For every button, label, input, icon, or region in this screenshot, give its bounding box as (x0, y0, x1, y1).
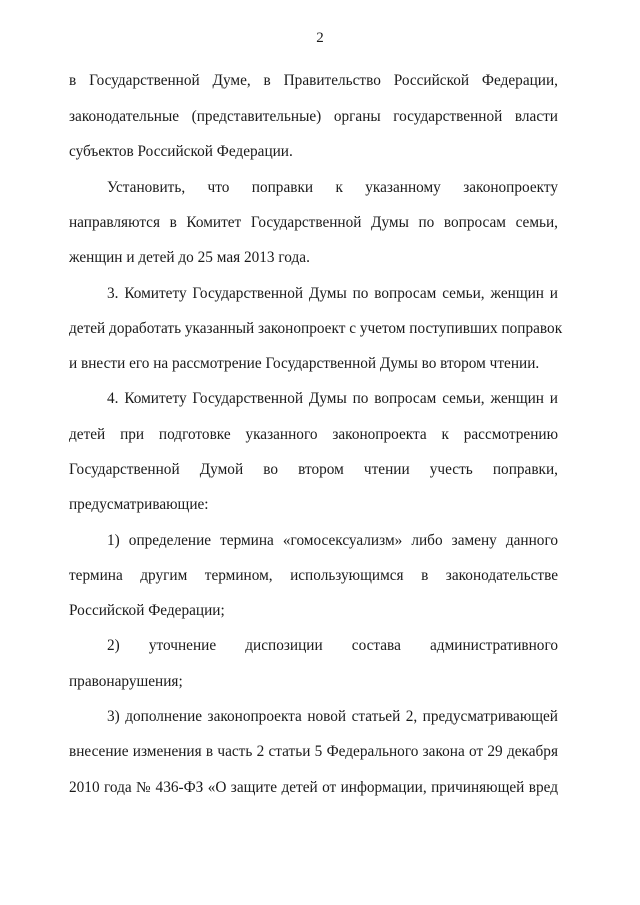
text-line: законодательные (представительные) органы государственной власти (69, 108, 558, 125)
text-line: в Государственной Думе, в Правительство Российской Федерации, (69, 72, 558, 89)
text-line: 3) дополнение законопроекта новой статьей 2, предусматривающей (107, 708, 558, 725)
text-line: 2) уточнение диспозиции состава административного (107, 637, 558, 654)
text-line: детей при подготовке указанного законопроекта к рассмотрению (69, 426, 558, 443)
text-line: 3. Комитету Государственной Думы по вопросам семьи, женщин и (107, 285, 558, 302)
text-line: 2010 года № 436-ФЗ «О защите детей от информации, причиняющей вред (69, 779, 558, 796)
text-line: направляются в Комитет Государственной Думы по вопросам семьи, (69, 214, 558, 231)
text-line: правонарушения; (69, 673, 183, 690)
text-line: Установить, что поправки к указанному законопроекту (107, 179, 558, 196)
text-line: 4. Комитету Государственной Думы по вопросам семьи, женщин и (107, 390, 558, 407)
text-line: предусматривающие: (69, 496, 209, 513)
text-line: и внести его на рассмотрение Государственной Думы во втором чтении. (69, 355, 540, 372)
text-line: 1) определение термина «гомосексуализм» либо замену данного (107, 532, 558, 549)
text-line: женщин и детей до 25 мая 2013 года. (69, 249, 310, 266)
text-line: Государственной Думой во втором чтении учесть поправки, (69, 461, 558, 478)
text-line: Российской Федерации; (69, 602, 225, 619)
text-line: субъектов Российской Федерации. (69, 143, 293, 160)
text-line: термина другим термином, использующимся в законодательстве (69, 567, 558, 584)
text-line: внесение изменения в часть 2 статьи 5 Федерального закона от 29 декабря (69, 743, 558, 760)
page-number: 2 (316, 30, 324, 46)
text-line: детей доработать указанный законопроект с учетом поступивших поправок (69, 320, 563, 337)
